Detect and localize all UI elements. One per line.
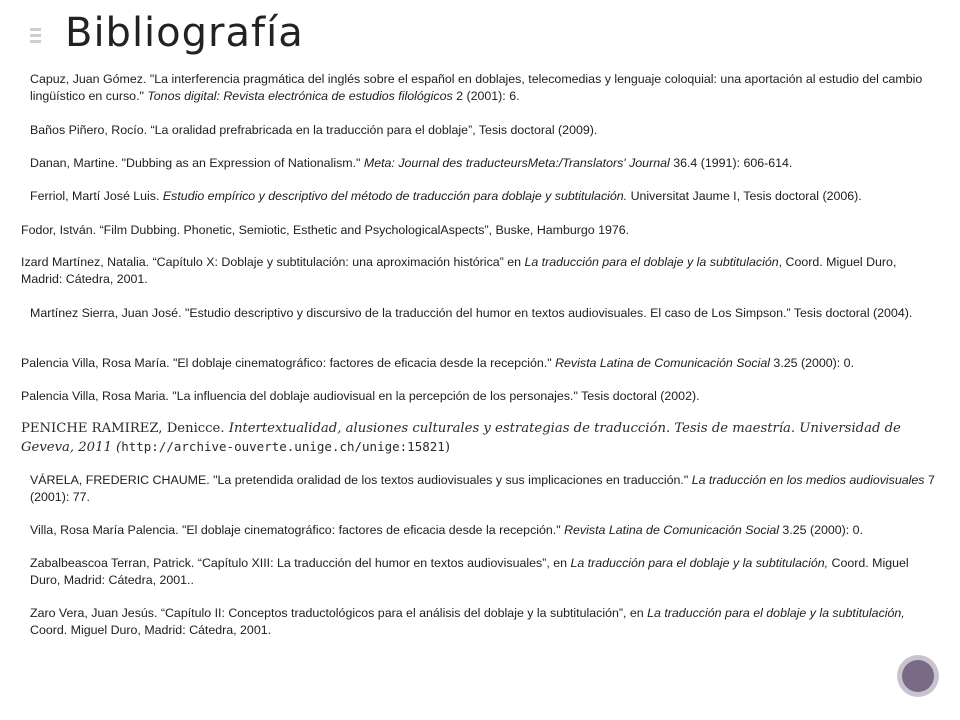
reference-italic-text: Revista Latina de Comunicación Social xyxy=(564,523,779,537)
reference-text: Ferriol, Martí José Luis. xyxy=(30,189,163,203)
reference-entry xyxy=(30,155,935,172)
reference-entry xyxy=(30,122,935,139)
reference-italic-text: Tonos digital: Revista electrónica de estudios filológicos xyxy=(147,89,453,103)
reference-italic-text: Estudio empírico y descriptivo del método de traducción para doblaje y subtitulación. xyxy=(162,189,628,203)
reference-entry xyxy=(30,605,935,639)
corner-lines-icon xyxy=(30,28,42,48)
reference-text: 3.25 (2000): 0. xyxy=(778,523,864,537)
reference-entry xyxy=(21,254,935,288)
reference-text: VÁRELA, FREDERIC CHAUME. "La pretendida oralidad de los textos audiovisuales y sus implicaciones en traducción." xyxy=(30,473,692,487)
reference-italic-text: Revista Latina de Comunicación Social xyxy=(555,356,770,370)
reference-text: 2 (2001): 6. xyxy=(452,89,520,103)
reference-entry xyxy=(30,188,935,205)
reference-text: Coord. Miguel Duro, Madrid: Cátedra, 2001. xyxy=(30,623,272,637)
reference-text: Zabalbeascoa Terran, Patrick. “Capítulo XIII: La traducción del humor en textos audiovisuales”, en xyxy=(30,556,571,570)
reference-text: Coord. Miguel Duro, Madrid: Cátedra, 2001.. xyxy=(30,556,909,587)
reference-text: Zaro Vera, Juan Jesús. “Capítulo II: Conceptos traductológicos para el análisis del doblaje y la subtitulación”, en xyxy=(30,606,648,620)
reference-entry xyxy=(21,355,935,372)
reference-text: , Coord. Miguel Duro, Madrid: Cátedra, 2001. xyxy=(21,255,897,286)
reference-text: Palencia Villa, Rosa Maria. "La influencia del doblaje audiovisual en la percepción de los personajes." Tesis doctoral (2002). xyxy=(21,389,700,403)
nav-button-inner xyxy=(902,660,934,692)
reference-entry xyxy=(30,71,935,105)
reference-text: Izard Martínez, Natalia. “Capítulo X: Doblaje y subtitulación: una aproximación histórica” en xyxy=(21,255,525,269)
reference-entry xyxy=(30,555,935,589)
reference-text: Palencia Villa, Rosa María. "El doblaje cinematográfico: factores de eficacia desde la recepción." xyxy=(21,356,556,370)
reference-text: 36.4 (1991): 606-614. xyxy=(669,156,793,170)
slide-title: Bibliografía xyxy=(65,10,304,56)
reference-entry xyxy=(21,388,935,405)
reference-text: ) xyxy=(444,440,450,455)
reference-url[interactable]: http://archive-ouverte.unige.ch/unige:15821 xyxy=(121,439,445,454)
reference-entry xyxy=(21,420,951,457)
reference-text: Universitat Jaume I, Tesis doctoral (2006). xyxy=(627,189,862,203)
reference-text: Danan, Martine. "Dubbing as an Expression of Nationalism." xyxy=(30,156,364,170)
reference-italic-text: La traducción para el doblaje y la subtitulación xyxy=(524,255,779,269)
reference-text: 3.25 (2000): 0. xyxy=(769,356,855,370)
reference-italic-text: Intertextualidad, alusiones culturales y estrategias de traducción. Tesis de maestría. Universidad de Geveva, 2011 ( xyxy=(21,421,901,455)
reference-text: Villa, Rosa María Palencia. "El doblaje cinematográfico: factores de eficacia desde la recepción." xyxy=(30,523,565,537)
reference-italic-text: La traducción para el doblaje y la subtitulación, xyxy=(570,556,829,570)
reference-text: Capuz, Juan Gómez. "La interferencia pragmática del inglés sobre el español en doblajes, telecomedias y lenguaje coloquial: una aportación al estudio del cambio lingüístico en curso." xyxy=(30,72,923,103)
reference-entry xyxy=(30,522,935,539)
reference-text: Fodor, István. “Film Dubbing. Phonetic, Semiotic, Esthetic and PsychologicalAspects”, Buske, Hamburgo 1976. xyxy=(21,223,630,237)
reference-italic-text: La traducción para el doblaje y la subtitulación, xyxy=(647,606,905,620)
circle-nav-icon[interactable] xyxy=(897,655,939,697)
reference-italic-text: Meta: Journal des traducteursMeta:/Translators' Journal xyxy=(363,156,670,170)
reference-entry xyxy=(30,305,935,322)
reference-italic-text: La traducción en los medios audiovisuales xyxy=(691,473,925,487)
reference-text: PENICHE RAMIREZ, Denicce. xyxy=(21,421,229,436)
reference-text: 7 (2001): 77. xyxy=(30,473,935,504)
reference-text: Martínez Sierra, Juan José. "Estudio descriptivo y discursivo de la traducción del humor en textos audiovisuales. El caso de Los Simpson.” Tesis doctoral (2004). xyxy=(30,306,913,320)
reference-entry xyxy=(30,472,935,506)
reference-text: Baños Piñero, Rocío. “La oralidad prefrabricada en la traducción para el doblaje”, Tesis doctoral (2009). xyxy=(30,123,598,137)
reference-entry xyxy=(21,222,935,239)
